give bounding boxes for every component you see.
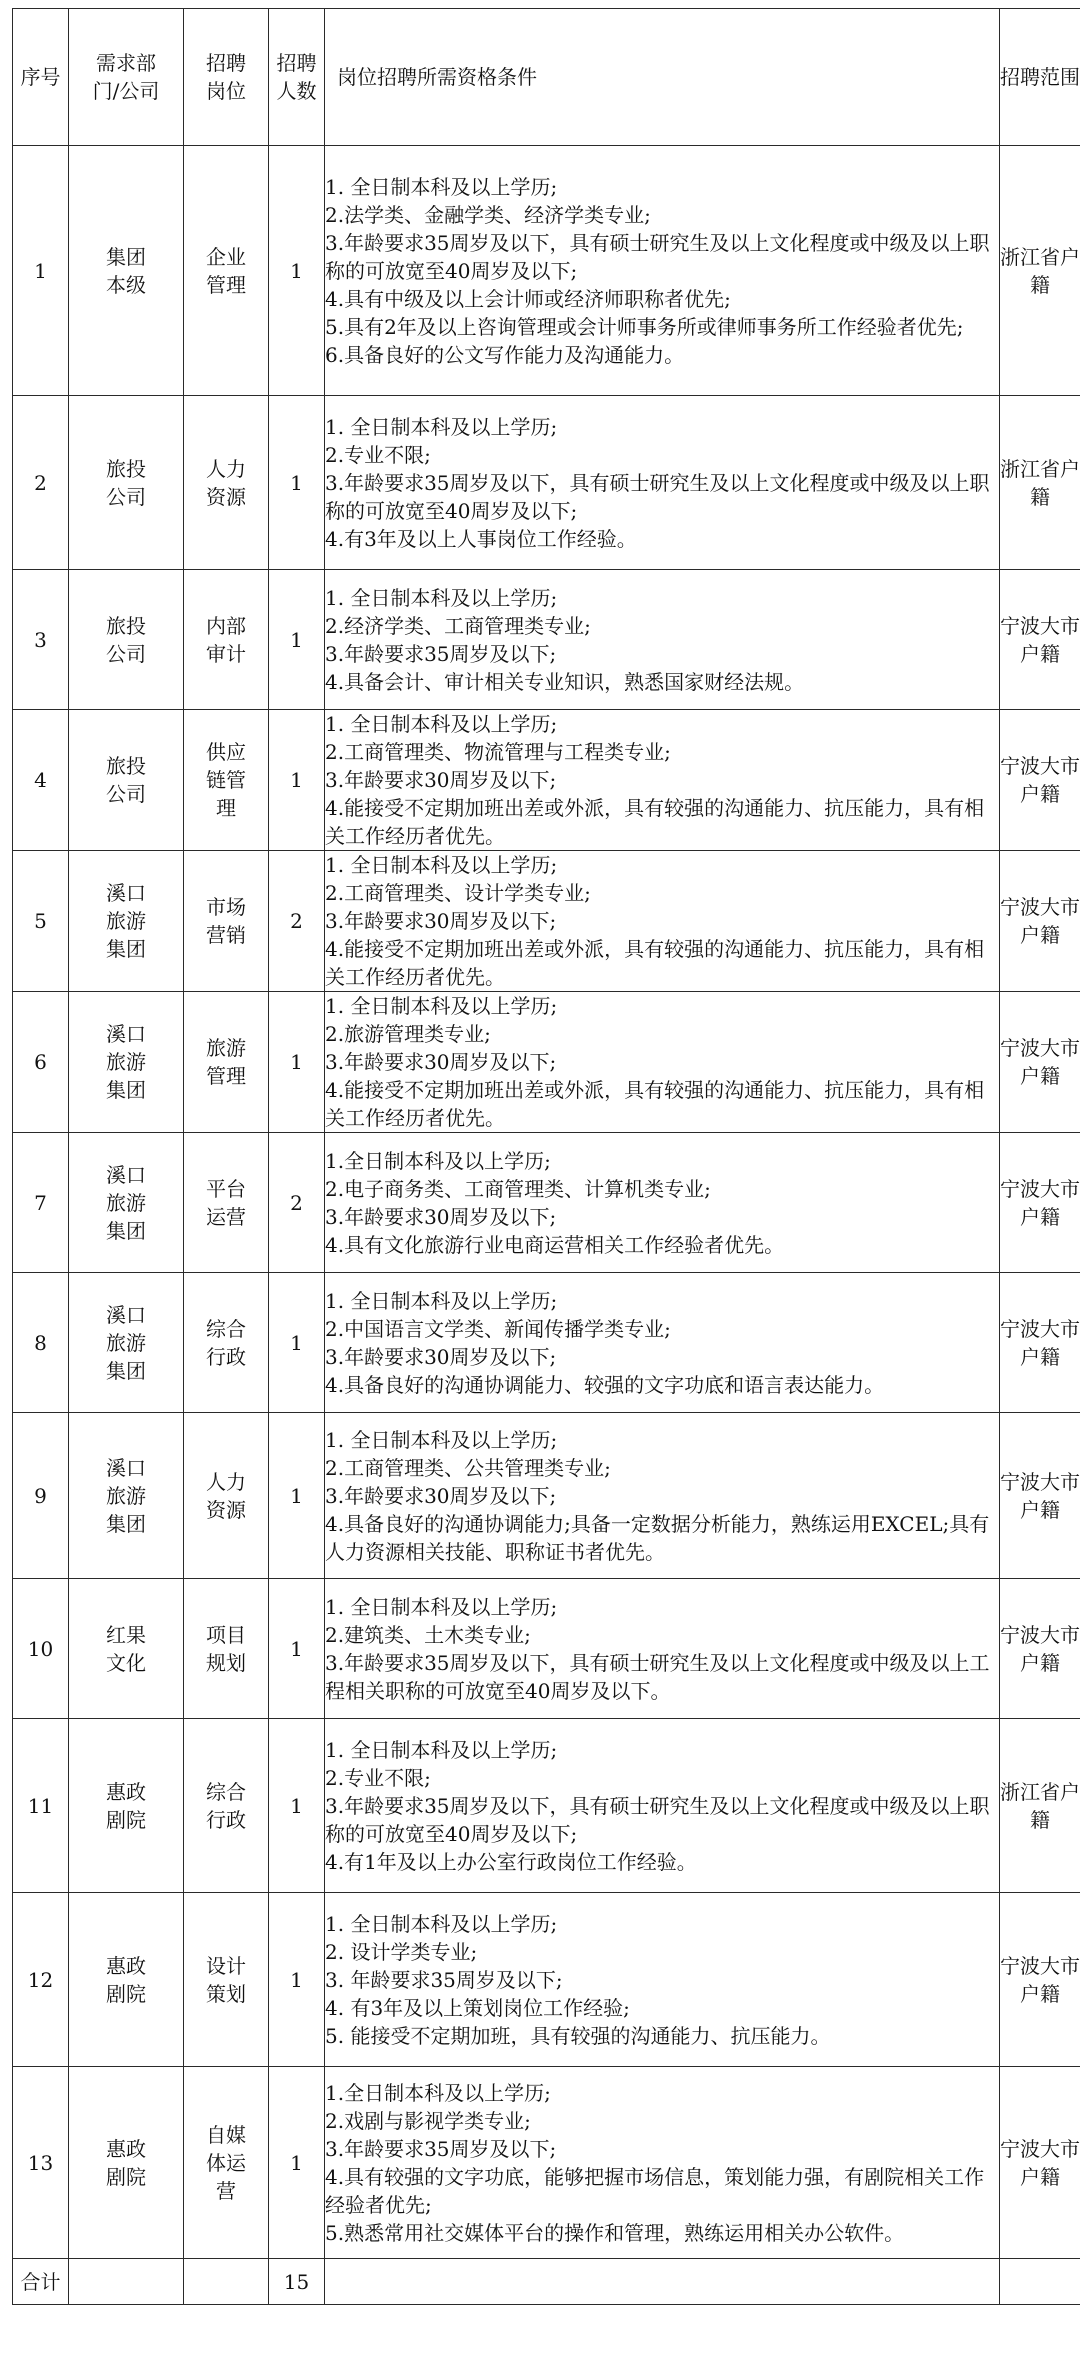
table-row [13,1413,1080,1579]
requirement-item: 1. 全日制本科及以上学历; [325,853,558,877]
header-seq: 序号 [13,9,69,146]
row-dept: 旅投公司 [69,710,184,851]
requirement-item: 3. 年龄要求35周岁及以下; [325,1967,563,1992]
row-seq: 6 [13,992,69,1133]
requirement-item: 4.具有中级及以上会计师或经济师职称者优先; [325,286,731,311]
requirement-item: 3.年龄要求35周岁及以下; [325,641,557,666]
requirement-item: 3.年龄要求30周岁及以下; [325,1344,557,1369]
requirement-item: 4.能接受不定期加班出差或外派，具有较强的沟通能力、抗压能力，具有相关工作经历者优先。 [325,796,985,848]
row-seq: 1 [13,146,69,396]
total-count: 15 [269,2259,325,2305]
requirement-item: 2.工商管理类、物流管理与工程类专业; [325,740,671,764]
row-seq: 4 [13,710,69,851]
requirement-item: 3.年龄要求35周岁及以下，具有硕士研究生及以上文化程度或中级及以上工程相关职称的可放宽至40周岁及以下。 [325,1650,990,1703]
row-requirements [325,2067,1000,2259]
requirement-item: 1.全日制本科及以上学历; [325,2080,551,2105]
row-position: 平台运营 [184,1133,269,1273]
requirement-item: 1. 全日制本科及以上学历; [325,1911,558,1936]
requirement-item: 2.专业不限; [325,1765,431,1790]
row-dept: 惠政剧院 [69,2067,184,2259]
row-requirements [325,570,1000,710]
table-row [13,2067,1080,2259]
requirement-item: 4. 有3年及以上策划岗位工作经验; [325,1995,630,2020]
requirement-item: 2. 设计学类专业; [325,1939,478,1964]
requirement-item: 3.年龄要求35周岁及以下，具有硕士研究生及以上文化程度或中级及以上职称的可放宽至40周岁及以下; [325,470,990,523]
requirement-item: 4.具备会计、审计相关专业知识，熟悉国家财经法规。 [325,669,805,694]
row-requirements [325,146,1000,396]
requirement-item: 4.有3年及以上人事岗位工作经验。 [325,526,637,551]
row-dept: 溪口旅游集团 [69,1133,184,1273]
requirement-item: 4.具有文化旅游行业电商运营相关工作经验者优先。 [325,1232,785,1257]
table-row [13,1719,1080,1893]
requirement-item: 1. 全日制本科及以上学历; [325,1594,558,1619]
row-position: 市场营销 [184,851,269,992]
row-scope: 宁波大市户籍 [1000,851,1080,992]
requirement-item: 3.年龄要求35周岁及以下; [325,2136,557,2161]
requirement-item: 2.法学类、金融学类、经济学类专业; [325,202,651,227]
requirement-item: 4.有1年及以上办公室行政岗位工作经验。 [325,1849,697,1874]
requirement-item: 2.戏剧与影视学类专业; [325,2108,531,2133]
row-dept: 集团本级 [69,146,184,396]
row-requirements [325,710,1000,851]
row-scope: 宁波大市户籍 [1000,1893,1080,2067]
requirement-item: 4.能接受不定期加班出差或外派，具有较强的沟通能力、抗压能力，具有相关工作经历者优先。 [325,1078,985,1130]
requirement-item: 1. 全日制本科及以上学历; [325,994,558,1018]
row-count: 1 [269,992,325,1133]
requirement-item: 2.中国语言文学类、新闻传播学类专业; [325,1316,671,1341]
row-seq: 8 [13,1273,69,1413]
row-position: 旅游管理 [184,992,269,1133]
row-position: 综合行政 [184,1273,269,1413]
requirement-item: 1. 全日制本科及以上学历; [325,1288,558,1313]
row-count: 1 [269,1273,325,1413]
requirement-item: 3.年龄要求30周岁及以下; [325,909,557,933]
table-row [13,1579,1080,1719]
requirement-item: 2.旅游管理类专业; [325,1022,491,1046]
row-requirements [325,1133,1000,1273]
row-seq: 10 [13,1579,69,1719]
row-position: 人力资源 [184,396,269,570]
requirement-item: 1. 全日制本科及以上学历; [325,1427,558,1452]
requirement-item: 1. 全日制本科及以上学历; [325,585,558,610]
row-requirements [325,1893,1000,2067]
requirement-item: 2.建筑类、土木类专业; [325,1622,531,1647]
row-scope: 宁波大市户籍 [1000,710,1080,851]
requirement-item: 2.电子商务类、工商管理类、计算机类专业; [325,1176,711,1201]
row-position: 项目规划 [184,1579,269,1719]
row-dept: 红果文化 [69,1579,184,1719]
row-dept: 溪口旅游集团 [69,1273,184,1413]
header-count: 招聘人数 [269,9,325,146]
header-row [13,9,1080,146]
header-position: 招聘岗位 [184,9,269,146]
requirement-item: 1.全日制本科及以上学历; [325,1148,551,1173]
row-count: 1 [269,2067,325,2259]
row-count: 1 [269,1579,325,1719]
row-scope: 宁波大市户籍 [1000,570,1080,710]
requirement-item: 1. 全日制本科及以上学历; [325,174,558,199]
row-count: 2 [269,1133,325,1273]
row-requirements [325,851,1000,992]
row-position: 综合行政 [184,1719,269,1893]
row-count: 1 [269,1893,325,2067]
row-scope: 宁波大市户籍 [1000,1413,1080,1579]
row-requirements [325,1719,1000,1893]
row-position: 供应链管理 [184,710,269,851]
row-position: 设计策划 [184,1893,269,2067]
row-dept: 溪口旅游集团 [69,1413,184,1579]
total-empty-dept [69,2259,184,2305]
total-empty-requirements [325,2259,1000,2305]
row-count: 1 [269,710,325,851]
row-count: 1 [269,1719,325,1893]
table-row [13,396,1080,570]
header-requirements: 岗位招聘所需资格条件 [325,9,1000,146]
table-row [13,710,1080,851]
row-count: 1 [269,146,325,396]
row-position: 人力资源 [184,1413,269,1579]
requirement-item: 2.经济学类、工商管理类专业; [325,613,591,638]
requirement-item: 4.具有较强的文字功底，能够把握市场信息，策划能力强，有剧院相关工作经验者优先; [325,2164,985,2217]
row-count: 2 [269,851,325,992]
requirement-item: 3.年龄要求35周岁及以下，具有硕士研究生及以上文化程度或中级及以上职称的可放宽至40周岁及以下; [325,1793,990,1846]
table-row [13,1133,1080,1273]
requirement-item: 4.能接受不定期加班出差或外派，具有较强的沟通能力、抗压能力，具有相关工作经历者优先。 [325,937,985,989]
row-position: 内部审计 [184,570,269,710]
row-seq: 13 [13,2067,69,2259]
row-seq: 3 [13,570,69,710]
row-scope: 宁波大市户籍 [1000,992,1080,1133]
total-label: 合计 [13,2259,69,2305]
requirement-item: 3.年龄要求30周岁及以下; [325,1050,557,1074]
table-body [13,146,1080,2259]
total-empty-position [184,2259,269,2305]
requirement-item: 4.具备良好的沟通协调能力、较强的文字功底和语言表达能力。 [325,1372,885,1397]
row-dept: 惠政剧院 [69,1719,184,1893]
row-scope: 浙江省户籍 [1000,146,1080,396]
requirement-item: 5.熟悉常用社交媒体平台的操作和管理，熟练运用相关办公软件。 [325,2220,905,2245]
header-scope: 招聘范围 [1000,9,1080,146]
requirement-item: 5.具有2年及以上咨询管理或会计师事务所或律师事务所工作经验者优先; [325,314,964,339]
requirement-item: 3.年龄要求35周岁及以下，具有硕士研究生及以上文化程度或中级及以上职称的可放宽至40周岁及以下; [325,230,990,283]
row-requirements [325,1579,1000,1719]
requirement-item: 2.工商管理类、公共管理类专业; [325,1455,611,1480]
requirement-item: 1. 全日制本科及以上学历; [325,1737,558,1762]
requirement-item: 2.专业不限; [325,442,431,467]
row-dept: 惠政剧院 [69,1893,184,2067]
row-scope: 宁波大市户籍 [1000,1273,1080,1413]
table-row [13,146,1080,396]
row-position: 企业管理 [184,146,269,396]
total-empty-scope [1000,2259,1080,2305]
row-seq: 12 [13,1893,69,2067]
row-scope: 浙江省户籍 [1000,396,1080,570]
row-count: 1 [269,1413,325,1579]
table-header [13,9,1080,146]
table-row [13,1273,1080,1413]
requirement-item: 4.具备良好的沟通协调能力;具备一定数据分析能力，熟练运用EXCEL;具有人力资源相关技能、职称证书者优先。 [325,1511,990,1564]
row-dept: 溪口旅游集团 [69,851,184,992]
row-requirements [325,1273,1000,1413]
row-requirements [325,1413,1000,1579]
row-count: 1 [269,396,325,570]
row-scope: 宁波大市户籍 [1000,1579,1080,1719]
row-scope: 浙江省户籍 [1000,1719,1080,1893]
row-dept: 旅投公司 [69,396,184,570]
table-row [13,1893,1080,2067]
requirement-item: 3.年龄要求30周岁及以下; [325,768,557,792]
requirement-item: 1. 全日制本科及以上学历; [325,414,558,439]
recruitment-table [12,8,1080,2305]
row-requirements [325,396,1000,570]
row-position: 自媒体运营 [184,2067,269,2259]
table-footer [13,2259,1080,2305]
total-row [13,2259,1080,2305]
row-scope: 宁波大市户籍 [1000,2067,1080,2259]
requirement-item: 2.工商管理类、设计学类专业; [325,881,591,905]
requirement-item: 3.年龄要求30周岁及以下; [325,1204,557,1229]
row-seq: 5 [13,851,69,992]
requirement-item: 1. 全日制本科及以上学历; [325,712,558,736]
row-scope: 宁波大市户籍 [1000,1133,1080,1273]
requirement-item: 5. 能接受不定期加班，具有较强的沟通能力、抗压能力。 [325,2023,831,2048]
requirement-item: 3.年龄要求30周岁及以下; [325,1483,557,1508]
table-row [13,992,1080,1133]
requirement-item: 6.具备良好的公文写作能力及沟通能力。 [325,342,685,367]
row-seq: 2 [13,396,69,570]
row-requirements [325,992,1000,1133]
row-count: 1 [269,570,325,710]
row-dept: 溪口旅游集团 [69,992,184,1133]
row-seq: 9 [13,1413,69,1579]
table-row [13,570,1080,710]
row-seq: 7 [13,1133,69,1273]
row-seq: 11 [13,1719,69,1893]
table-row [13,851,1080,992]
row-dept: 旅投公司 [69,570,184,710]
header-dept: 需求部门/公司 [69,9,184,146]
